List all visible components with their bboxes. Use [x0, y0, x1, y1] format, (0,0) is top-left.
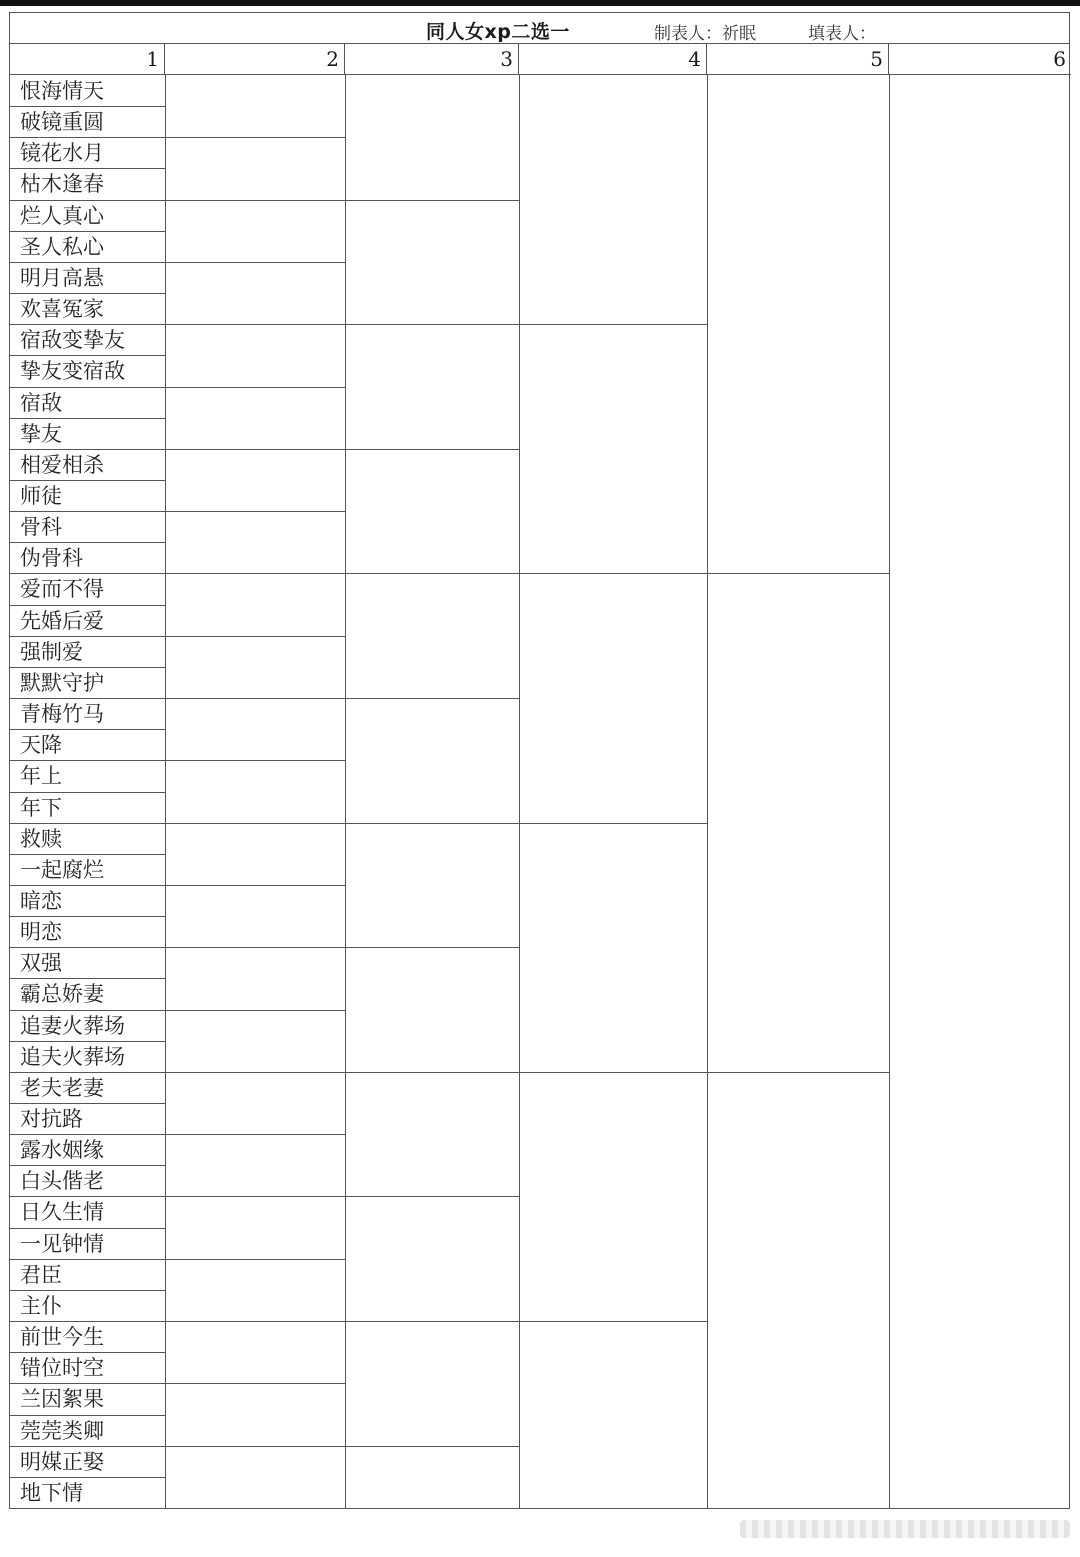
bracket-line	[165, 1134, 345, 1135]
bracket-line	[10, 1134, 165, 1135]
bracket-line	[10, 324, 165, 325]
bracket-line	[10, 729, 165, 730]
bracket-line	[10, 449, 165, 450]
option-label: 挚友	[20, 421, 62, 446]
bracket-line	[10, 355, 165, 356]
option-label: 暗恋	[20, 888, 62, 913]
bracket-line	[165, 1446, 345, 1447]
bracket-line	[165, 1383, 345, 1384]
option-label: 露水姻缘	[20, 1138, 104, 1163]
bracket-line	[165, 200, 345, 201]
bracket-line	[10, 231, 165, 232]
option-label: 前世今生	[20, 1325, 104, 1350]
bracket-line	[707, 1072, 889, 1073]
option-label: 爱而不得	[20, 577, 104, 602]
bracket-line	[10, 760, 165, 761]
option-label: 主仆	[20, 1293, 62, 1318]
bracket-line	[10, 1165, 165, 1166]
option-label: 宿敌变挚友	[20, 328, 125, 353]
option-label: 老夫老妻	[20, 1075, 104, 1100]
bracket-line	[10, 1010, 165, 1011]
option-label: 白头偕老	[20, 1169, 104, 1194]
bracket-line	[10, 168, 165, 169]
bracket-line	[10, 854, 165, 855]
title-row	[10, 13, 1069, 44]
option-label: 伪骨科	[20, 546, 83, 571]
bracket-line	[165, 137, 345, 138]
bracket-line	[165, 511, 345, 512]
bracket-line	[345, 947, 519, 948]
bracket-line	[165, 262, 345, 263]
option-label: 骨科	[20, 515, 62, 540]
option-label: 追妻火葬场	[20, 1013, 125, 1038]
bracket-line	[165, 698, 345, 699]
option-label: 默默守护	[20, 670, 104, 695]
bracket-line	[345, 200, 519, 201]
bracket-line	[165, 947, 345, 948]
bracket-line	[10, 698, 165, 699]
bracket-line	[165, 823, 345, 824]
column-divider	[165, 75, 166, 1508]
option-label: 宿敌	[20, 390, 62, 415]
bracket-line	[345, 449, 519, 450]
bracket-line	[10, 636, 165, 637]
column-header-2: 2	[165, 44, 345, 75]
option-label: 强制爱	[20, 639, 83, 664]
option-label: 霸总娇妻	[20, 982, 104, 1007]
option-label: 枯木逢春	[20, 172, 104, 197]
bracket-line	[10, 1446, 165, 1447]
bracket-line	[519, 573, 707, 574]
bracket-line	[10, 1196, 165, 1197]
option-label: 明月高悬	[20, 265, 104, 290]
column-header-3: 3	[345, 44, 519, 75]
bracket-line	[165, 1259, 345, 1260]
bracket-line	[10, 1228, 165, 1229]
bracket-sheet	[9, 12, 1070, 1509]
bracket-line	[165, 387, 345, 388]
bracket-line	[165, 449, 345, 450]
bracket-line	[165, 1321, 345, 1322]
column-divider	[707, 75, 708, 1508]
bracket-line	[519, 1072, 707, 1073]
bracket-line	[10, 511, 165, 512]
option-label: 对抗路	[20, 1107, 83, 1132]
bracket-line	[10, 418, 165, 419]
option-label: 明媒正娶	[20, 1449, 104, 1474]
bracket-line	[10, 1477, 165, 1478]
bracket-line	[345, 1196, 519, 1197]
option-label: 挚友变宿敌	[20, 359, 125, 384]
bracket-line	[165, 1072, 345, 1073]
bracket-line	[10, 137, 165, 138]
option-label: 君臣	[20, 1262, 62, 1287]
option-label: 镜花水月	[20, 141, 104, 166]
bracket-line	[10, 293, 165, 294]
bracket-line	[707, 573, 889, 574]
option-label: 欢喜冤家	[20, 297, 104, 322]
bracket-line	[10, 1259, 165, 1260]
bracket-line	[10, 1290, 165, 1291]
option-label: 明恋	[20, 920, 62, 945]
bracket-line	[10, 823, 165, 824]
column-header-4: 4	[519, 44, 707, 75]
option-label: 日久生情	[20, 1200, 104, 1225]
option-label: 一见钟情	[20, 1231, 104, 1256]
option-label: 相爱相杀	[20, 452, 104, 477]
bracket-line	[345, 573, 519, 574]
bracket-line	[519, 1321, 707, 1322]
option-label: 双强	[20, 951, 62, 976]
bracket-line	[10, 1103, 165, 1104]
option-label: 烂人真心	[20, 203, 104, 228]
option-label: 地下情	[20, 1480, 83, 1505]
maker-label: 制表人：祈眠	[654, 24, 756, 44]
option-label: 追夫火葬场	[20, 1044, 125, 1069]
sheet-title: 同人女xp二选一	[426, 21, 570, 43]
bracket-line	[345, 1321, 519, 1322]
option-label: 一起腐烂	[20, 857, 104, 882]
bracket-line	[10, 605, 165, 606]
bracket-line	[165, 760, 345, 761]
option-label: 年上	[20, 764, 62, 789]
option-label: 莞莞类卿	[20, 1418, 104, 1443]
bracket-line	[165, 1196, 345, 1197]
bracket-line	[10, 262, 165, 263]
bracket-line	[10, 947, 165, 948]
option-label: 先婚后爱	[20, 608, 104, 633]
column-header-1: 1	[10, 44, 165, 75]
option-label: 圣人私心	[20, 234, 104, 259]
option-label: 救赎	[20, 826, 62, 851]
bracket-line	[10, 1352, 165, 1353]
bracket-line	[10, 480, 165, 481]
bracket-line	[165, 1010, 345, 1011]
option-label: 年下	[20, 795, 62, 820]
option-label: 青梅竹马	[20, 702, 104, 727]
bracket-line	[10, 1415, 165, 1416]
bracket-line	[345, 1446, 519, 1447]
bracket-line	[345, 1072, 519, 1073]
bracket-line	[345, 823, 519, 824]
bracket-line	[10, 106, 165, 107]
bracket-line	[10, 978, 165, 979]
option-label: 师徒	[20, 483, 62, 508]
bracket-line	[10, 542, 165, 543]
bracket-line	[165, 573, 345, 574]
bracket-line	[519, 324, 707, 325]
column-header-6: 6	[889, 44, 1071, 75]
bracket-line	[10, 200, 165, 201]
bracket-line	[165, 885, 345, 886]
option-label: 破镜重圆	[20, 110, 104, 135]
option-label: 天降	[20, 733, 62, 758]
bracket-line	[10, 573, 165, 574]
bracket-line	[10, 792, 165, 793]
column-divider	[345, 75, 346, 1508]
filler-label: 填表人：	[808, 24, 876, 44]
option-label: 兰因絮果	[20, 1387, 104, 1412]
bracket-line	[10, 1383, 165, 1384]
bracket-line	[345, 698, 519, 699]
bracket-line	[10, 387, 165, 388]
column-header-5: 5	[707, 44, 889, 75]
column-divider	[889, 75, 890, 1508]
bracket-line	[10, 667, 165, 668]
bracket-line	[165, 636, 345, 637]
bracket-line	[10, 1321, 165, 1322]
bracket-line	[345, 324, 519, 325]
bracket-line	[10, 1072, 165, 1073]
bracket-line	[10, 1041, 165, 1042]
bracket-line	[519, 823, 707, 824]
bracket-line	[10, 885, 165, 886]
option-label: 错位时空	[20, 1356, 104, 1381]
option-label: 恨海情天	[20, 79, 104, 103]
bracket-line	[165, 324, 345, 325]
bracket-line	[10, 916, 165, 917]
column-divider	[519, 75, 520, 1508]
watermark-blur	[740, 1520, 1070, 1538]
top-edge-bar	[0, 0, 1080, 6]
